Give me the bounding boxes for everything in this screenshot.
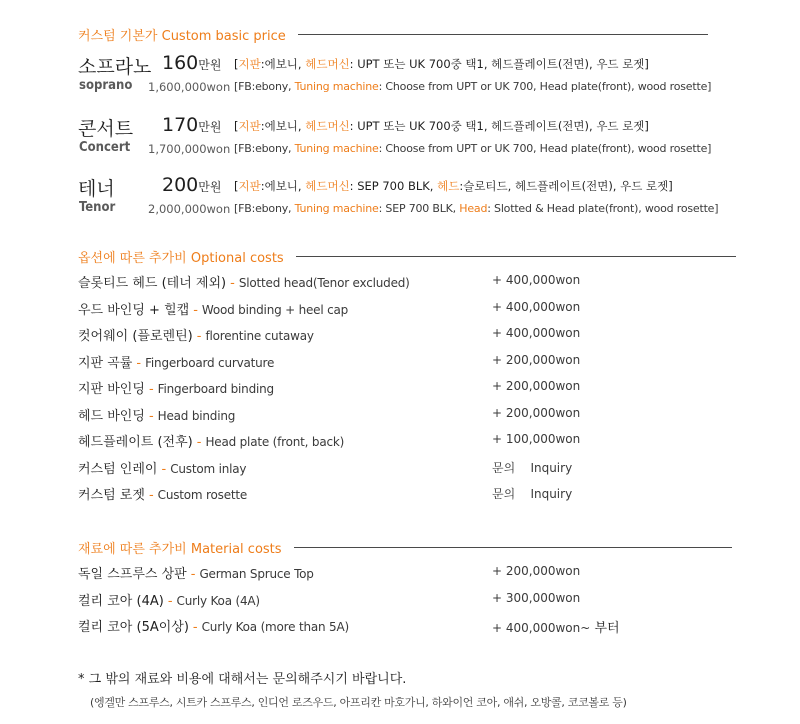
section-header-material-costs — [78, 537, 732, 557]
dash: - — [192, 620, 198, 635]
item-name-en: Slotted head(Tenor excluded) — [238, 276, 410, 290]
dash: - — [148, 488, 154, 503]
option-row — [78, 299, 718, 319]
item-cost: + 200,000won — [492, 379, 581, 393]
item-name-ko: 지판 곡률 — [78, 356, 133, 371]
item-name-en: Head binding — [157, 409, 236, 423]
spec-label: 지판 — [238, 119, 261, 133]
item-name-en: Custom inlay — [170, 462, 247, 476]
divider — [296, 256, 736, 257]
option-row — [78, 458, 718, 478]
spec-text: :에보니, — [260, 119, 306, 133]
item-name-ko: 슬롯티드 헤드 (테너 제외) — [78, 276, 227, 291]
item-name-ko: 커스텀 로젯 — [78, 488, 145, 503]
dash: - — [230, 276, 235, 291]
dash: - — [161, 462, 167, 477]
option-row — [78, 352, 718, 372]
item-cost: + 400,000won — [492, 326, 581, 340]
model-price-ko — [162, 174, 221, 196]
model-spec-ko — [234, 178, 673, 194]
price-unit: 만원 — [198, 180, 222, 194]
section-title: 재료에 따른 추가비 Material costs — [78, 541, 282, 557]
spec-text: :에보니, — [260, 57, 306, 71]
spec-text: : UPT 또는 UK 700중 택1, 헤드플레이트(전면), 우드 로젯] — [349, 57, 649, 71]
price-number: 170 — [162, 114, 199, 136]
spec-text: :슬로티드, 헤드플레이트(전면), 우드 로젯] — [459, 179, 673, 193]
item-name-ko: 헤드플레이트 (전후) — [78, 435, 193, 450]
dash: - — [148, 409, 154, 424]
item-name-en: Curly Koa (4A) — [176, 594, 260, 608]
item-cost: + 200,000won — [492, 564, 581, 578]
model-name-ko: 콘서트 — [78, 118, 134, 140]
item-cost: + 300,000won — [492, 591, 581, 605]
spec-label: Head — [459, 202, 488, 215]
model-name-ko: 소프라노 — [78, 56, 152, 78]
item-cost: + 200,000won — [492, 353, 581, 367]
model-concert — [78, 114, 728, 160]
item-name-ko: 컬리 코아 (5A이상) — [78, 620, 189, 635]
footnote-examples: (엥겔만 스프루스, 시트카 스프루스, 인디언 로즈우드, 아프리칸 마호가니, 하와이언 코아, 애쉬, 오방콜, 코코볼로 등) — [90, 696, 627, 709]
item-name-en: Wood binding + heel cap — [201, 303, 349, 317]
option-row — [78, 431, 718, 451]
item-name-en: florentine cutaway — [205, 329, 314, 343]
divider — [294, 547, 732, 548]
item-name-ko: 독일 스프루스 상판 — [78, 567, 187, 582]
cost-value: + 400,000won~ — [492, 621, 591, 635]
spec-text: [ — [234, 57, 239, 71]
item-cost — [492, 617, 620, 636]
spec-label: 지판 — [238, 179, 261, 193]
cost-suffix: 부터 — [590, 621, 620, 636]
model-name-ko: 테너 — [78, 178, 115, 200]
option-row — [78, 484, 718, 504]
spec-label: 헤드머신 — [305, 179, 350, 193]
item-cost: + 200,000won — [492, 406, 581, 420]
option-row — [78, 378, 718, 398]
item-name-en: German Spruce Top — [199, 567, 314, 581]
model-price-en: 1,600,000won — [148, 80, 231, 94]
model-soprano — [78, 52, 728, 98]
section-title: 옵션에 따른 추가비 Optional costs — [78, 250, 284, 266]
model-price-en: 1,700,000won — [148, 142, 231, 156]
footnote: * 그 밖의 재료와 비용에 대해서는 문의해주시기 바랍니다. — [78, 672, 407, 687]
item-name-en: Fingerboard binding — [157, 382, 274, 396]
material-row — [78, 563, 718, 583]
model-tenor — [78, 174, 728, 220]
item-cost: 문의 Inquiry — [492, 461, 573, 475]
option-row — [78, 405, 718, 425]
item-name-ko: 커스텀 인레이 — [78, 462, 158, 477]
item-name-ko: 헤드 바인딩 — [78, 409, 145, 424]
dash: - — [193, 303, 198, 318]
section-header-optional-costs — [78, 246, 736, 266]
model-spec-ko — [234, 118, 649, 134]
spec-text: [FB:ebony, — [234, 202, 295, 215]
spec-text: :에보니, — [260, 179, 306, 193]
spec-text: [ — [234, 179, 239, 193]
spec-text: : SEP 700 BLK, — [349, 179, 438, 193]
model-spec-ko — [234, 56, 649, 72]
model-spec-en — [234, 80, 711, 93]
spec-label: 지판 — [238, 57, 261, 71]
model-spec-en — [234, 142, 711, 155]
model-price-en: 2,000,000won — [148, 202, 231, 216]
option-row — [78, 325, 718, 345]
option-row — [78, 272, 718, 292]
dash: - — [190, 567, 196, 582]
spec-label: Tuning machine — [294, 80, 379, 93]
spec-label: Tuning machine — [294, 142, 379, 155]
spec-text: [FB:ebony, — [234, 142, 295, 155]
item-name-ko: 컷어웨이 (플로렌틴) — [78, 329, 193, 344]
spec-label: Tuning machine — [294, 202, 379, 215]
spec-label: 헤드머신 — [305, 119, 350, 133]
item-name-ko: 우드 바인딩 + 힐캡 — [78, 303, 190, 318]
model-price-ko — [162, 52, 221, 74]
spec-text: : SEP 700 BLK, — [378, 202, 460, 215]
dash: - — [167, 594, 173, 609]
item-cost: + 400,000won — [492, 300, 581, 314]
item-name-en: Head plate (front, back) — [205, 435, 345, 449]
price-unit: 만원 — [198, 120, 222, 134]
item-cost: + 100,000won — [492, 432, 581, 446]
item-name-ko: 컬리 코아 (4A) — [78, 594, 164, 609]
spec-text: [FB:ebony, — [234, 80, 295, 93]
section-header-basic-price — [78, 24, 708, 44]
price-number: 160 — [162, 52, 199, 74]
model-price-ko — [162, 114, 221, 136]
spec-text: : Slotted & Head plate(front), wood rosette] — [487, 202, 719, 215]
item-name-ko: 지판 바인딩 — [78, 382, 145, 397]
dash: - — [196, 329, 202, 344]
model-name-en: Tenor — [79, 200, 116, 215]
item-name-en: Custom rosette — [157, 488, 248, 502]
model-name-en: Concert — [79, 140, 131, 155]
item-name-en: Fingerboard curvature — [145, 356, 275, 370]
price-unit: 만원 — [198, 58, 222, 72]
model-spec-en — [234, 202, 718, 215]
model-name-en: soprano — [79, 78, 133, 93]
item-cost: + 400,000won — [492, 273, 581, 287]
item-cost: 문의 Inquiry — [492, 487, 573, 501]
divider — [298, 34, 708, 35]
item-name-en: Curly Koa (more than 5A) — [201, 620, 349, 634]
section-title: 커스텀 기본가 Custom basic price — [78, 28, 286, 44]
spec-text: : UPT 또는 UK 700중 택1, 헤드플레이트(전면), 우드 로젯] — [349, 119, 649, 133]
dash: - — [136, 356, 142, 371]
dash: - — [196, 435, 202, 450]
dash: - — [148, 382, 154, 397]
spec-text: : Choose from UPT or UK 700, Head plate(front), wood rosette] — [378, 142, 712, 155]
spec-label: 헤드 — [437, 179, 460, 193]
material-row — [78, 590, 718, 610]
spec-text: : Choose from UPT or UK 700, Head plate(front), wood rosette] — [378, 80, 712, 93]
spec-text: [ — [234, 119, 239, 133]
material-row — [78, 616, 718, 636]
price-number: 200 — [162, 174, 199, 196]
spec-label: 헤드머신 — [305, 57, 350, 71]
